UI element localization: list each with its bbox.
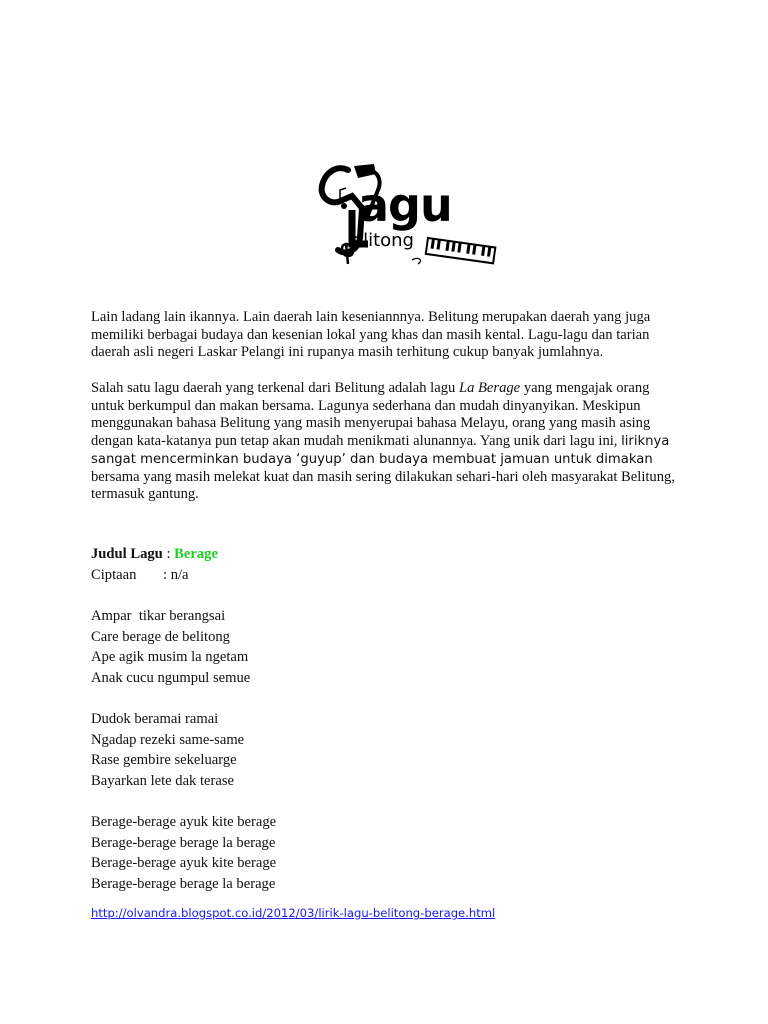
song-title-line — [91, 544, 218, 564]
composer-label: Ciptaan — [91, 567, 137, 583]
paragraph-text-mid: yang mengajak orang untuk berkumpul dan makan bersama. Lagunya sederhana dan mudah dinyanyikan. Meskipun menggunakan bahasa Belitung yang masih menyerupai bahasa Melayu, orang yang masih asing dengan kata-katanya pun tetap akan mudah menikmati alunannya. Yang unik dari lagu ini, — [91, 380, 651, 450]
lyrics-stanza-3 — [91, 812, 276, 894]
lyric-line: Berage-berage berage la berage — [91, 834, 276, 851]
paragraph-text-alt-font: liriknya sangat mencerminkan budaya ‘guyup’ dan budaya membuat jamuan untuk dimakan — [91, 434, 670, 467]
paragraph-text-start: Salah satu lagu daerah yang terkenal dari Belitung adalah lagu — [91, 380, 459, 396]
song-title-value: Berage — [174, 546, 218, 562]
lyric-line: Ngadap rezeki same-same — [91, 731, 245, 748]
logo-word: agu — [358, 178, 452, 232]
lyric-line: Care berage de belitong — [91, 628, 230, 645]
source-link[interactable]: http://olvandra.blogspot.co.id/2012/03/lirik-lagu-belitong-berage.html — [91, 906, 496, 920]
description-paragraph — [91, 380, 681, 504]
intro-paragraph: Lain ladang lain ikannya. Lain daerah lain keseniannnya. Belitung merupakan daerah yang juga memiliki berbagai budaya dan kesenian lokal yang khas dan masih kental. Lagu-lagu dan tarian daerah asli negeri Laskar Pelangi ini rupanya masih terhitung cukup banyak jumlahnya. — [91, 309, 651, 361]
lyrics-stanza-1 — [91, 606, 250, 688]
song-title-separator: : — [162, 546, 175, 562]
lyric-line: Dudok beramai ramai — [91, 711, 219, 727]
song-name-italic: La Berage — [458, 380, 521, 396]
lyric-line: Berage-berage ayuk kite berage — [91, 814, 277, 830]
composer-value: : n/a — [163, 567, 189, 583]
lyric-line: Bayarkan lete dak terase — [91, 772, 235, 789]
lyrics-stanza-2 — [91, 709, 244, 791]
lyric-line: Ampar tikar berangsai — [91, 608, 226, 624]
song-title-label: Judul Lagu — [91, 546, 163, 562]
logo-subtitle: elitong — [352, 230, 414, 251]
lyric-line: Ape agik musim la ngetam — [91, 649, 249, 666]
song-composer-line — [91, 565, 189, 585]
paragraph-text-end: bersama yang masih melekat kuat dan masih sering dilakukan sehari-hari oleh masyarakat Belitung, termasuk gantung. — [91, 468, 675, 503]
lyric-line: Anak cucu ngumpul semue — [91, 669, 251, 686]
lyric-line: Berage-berage ayuk kite berage — [91, 855, 277, 872]
lagu-belitong-logo — [318, 160, 500, 272]
lyric-line: Berage-berage berage la berage — [91, 875, 276, 892]
lyric-line: Rase gembire sekeluarge — [91, 752, 237, 769]
